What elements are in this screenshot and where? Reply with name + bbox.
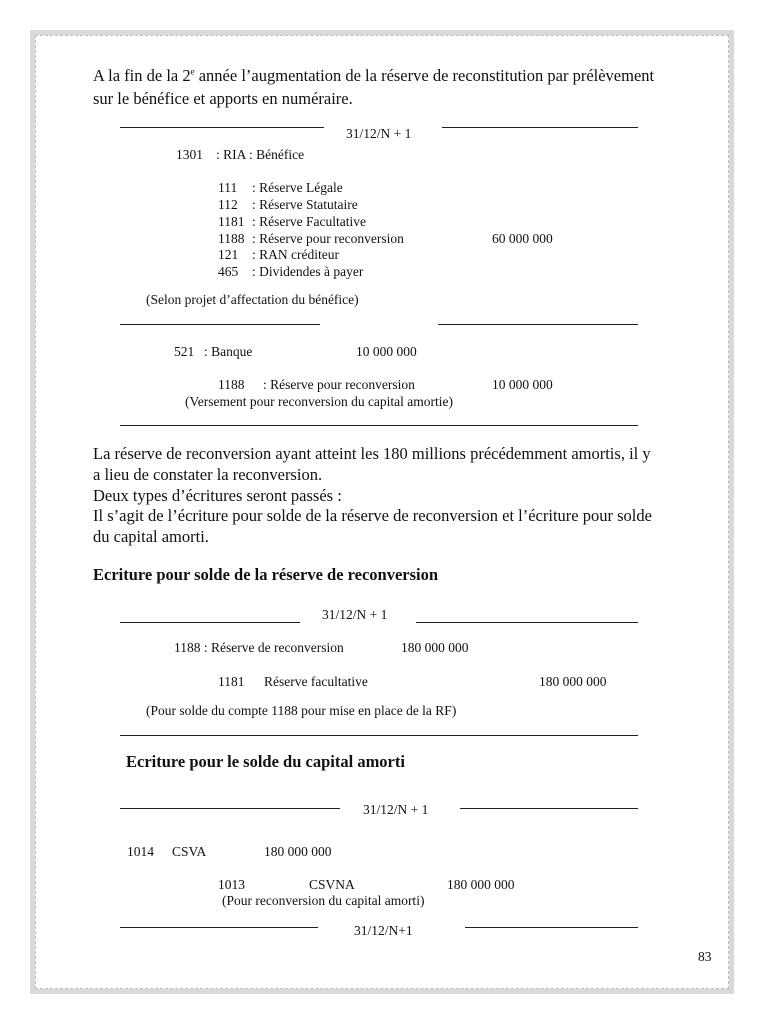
entry2-credit-code: 1188 [218, 377, 245, 392]
middle-line-4: Il s’agit de l’écriture pour solde de la réserve de reconversion et l’écriture pour solde [93, 506, 652, 525]
entry3-credit-code: 1181 [218, 674, 245, 689]
entry1-debit-code: 1301 [176, 147, 203, 162]
journal-rule [465, 927, 638, 928]
entry1-credit-code: 1181 [218, 214, 245, 229]
entry1-credit-amount: 60 000 000 [492, 231, 553, 246]
entry1-note: (Selon projet d’affectation du bénéfice) [146, 292, 359, 307]
intro-line-1: A la fin de la 2e année l’augmentation de la réserve de reconstitution par prélèvement [93, 66, 655, 85]
middle-line-1: La réserve de reconversion ayant atteint les 180 millions précédemment amortis, il y [93, 444, 651, 463]
entry3-note: (Pour solde du compte 1188 pour mise en place de la RF) [146, 703, 457, 718]
entry4-debit-amount: 180 000 000 [264, 844, 332, 859]
journal-rule [120, 324, 320, 325]
entry4-heading: Ecriture pour le solde du capital amorti [126, 752, 405, 771]
entry3-date: 31/12/N + 1 [322, 607, 388, 622]
journal-rule [120, 425, 638, 426]
journal-rule [460, 808, 638, 809]
journal-rule [120, 735, 638, 736]
entry1-credit-label: : RAN créditeur [252, 247, 339, 262]
middle-line-5: du capital amorti. [93, 527, 209, 546]
journal-rule [442, 127, 638, 128]
entry4-credit-label: CSVNA [309, 877, 355, 892]
entry4-date: 31/12/N + 1 [363, 802, 429, 817]
middle-line-2: a lieu de constater la reconversion. [93, 465, 323, 484]
entry4-next-date: 31/12/N+1 [354, 923, 413, 938]
entry3-debit-amount: 180 000 000 [401, 640, 469, 655]
entry1-credit-code: 1188 [218, 231, 245, 246]
entry2-debit-code: 521 [174, 344, 195, 359]
entry2-debit-label: : Banque [204, 344, 253, 359]
entry1-credit-code: 111 [218, 180, 238, 195]
entry1-credit-code: 112 [218, 197, 238, 212]
entry1-credit-code: 465 [218, 264, 239, 279]
journal-rule [438, 324, 638, 325]
entry1-credit-code: 121 [218, 247, 239, 262]
journal-rule [120, 127, 324, 128]
entry4-debit-code: 1014 [127, 844, 154, 859]
journal-rule [120, 927, 318, 928]
journal-rule [120, 808, 340, 809]
entry4-credit-amount: 180 000 000 [447, 877, 515, 892]
entry3-debit-label: 1188 : Réserve de reconversion [174, 640, 344, 655]
entry3-credit-amount: 180 000 000 [539, 674, 607, 689]
page-number: 83 [698, 949, 712, 964]
journal-rule [120, 622, 300, 623]
entry1-credit-label: : Réserve Facultative [252, 214, 366, 229]
middle-line-3: Deux types d’écritures seront passés : [93, 486, 342, 505]
entry1-credit-label: : Dividendes à payer [252, 264, 364, 279]
entry1-credit-label: : Réserve Légale [252, 180, 343, 195]
entry2-note: (Versement pour reconversion du capital amortie) [185, 394, 454, 409]
entry3-credit-label: Réserve facultative [264, 674, 368, 689]
entry3-heading: Ecriture pour solde de la réserve de reconversion [93, 565, 439, 584]
entry2-credit-amount: 10 000 000 [492, 377, 553, 392]
entry4-note: (Pour reconversion du capital amorti) [222, 893, 425, 908]
entry2-debit-amount: 10 000 000 [356, 344, 417, 359]
journal-rule [416, 622, 638, 623]
entry4-debit-label: CSVA [172, 844, 207, 859]
entry4-credit-code: 1013 [218, 877, 245, 892]
intro-line-2: sur le bénéfice et apports en numéraire. [93, 89, 353, 108]
entry1-debit-label: : RIA : Bénéfice [216, 147, 305, 162]
entry1-date: 31/12/N + 1 [346, 126, 412, 141]
entry1-credit-label: : Réserve pour reconversion [252, 231, 404, 246]
entry1-credit-label: : Réserve Statutaire [252, 197, 358, 212]
entry2-credit-label: : Réserve pour reconversion [263, 377, 415, 392]
